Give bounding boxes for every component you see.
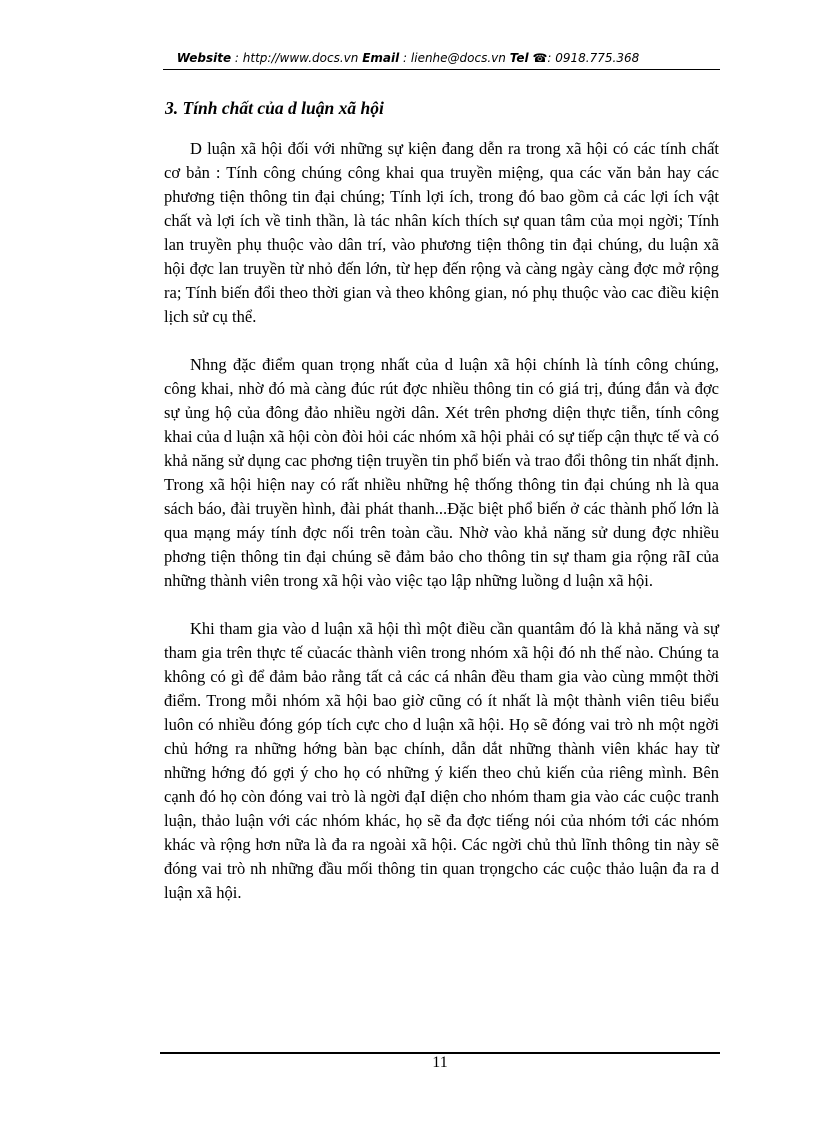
website-link[interactable]: : http://www.docs.vn [234,51,359,65]
document-body [164,137,719,929]
email-label: Email [362,51,400,65]
section-heading: 3. Tính chất của d luận xã hội [165,98,384,118]
email-link[interactable]: : lienhe@docs.vn [403,51,506,65]
page-header [0,51,816,65]
header-divider [163,69,720,70]
paragraph-2: Nhng đặc điểm quan trọng nhất của d luận xã hội chính là tính công chúng, công khai, nhờ đó mà càng đúc rút đợc nhiều thông tin có giá trị, đúng đắn và đợc sự ủng hộ của đông đảo nhiều ngời dân. Xét trên phơng diện thực tiễn, tính công khai của d luận xã hội còn đòi hỏi các nhóm xã hội phải có sự tiếp cận thực tế và có khả năng sử dụng cac phơng tiện truyền tin phổ biến và trao đổi thông tin nhất định. Trong xã hội hiện nay có rất nhiều những hệ thống thông tin đại chúng nh là qua sách báo, đài truyền hình, đài phát thanh...Đặc biệt phổ biến ở các thành phố lớn là qua mạng máy tính đợc nối trên toàn cầu. Nhờ vào khả năng sử dung đợc nhiều phơng tiện thông tin đại chúng sẽ đảm bảo cho thông tin sự tham gia rộng rãI của những thành viên trong xã hội vào việc tạo lập những luồng d luận xã hội. [164,355,719,590]
paragraph-3: Khi tham gia vào d luận xã hội thì một điều cần quantâm đó là khả năng và sự tham gia trên thực tế củacác thành viên trong nhóm xã hội đó nh thế nào. Chúng ta không có gì để đảm bảo rằng tất cả các cá nhân đều tham gia vào cùng mmột thời điểm. Trong mỗi nhóm xã hội bao giờ cũng có ít nhất là một thành viên tiêu biểu luôn có nhiều đóng góp tích cực cho d luận xã hội. Họ sẽ đóng vai trò nh một ngời chủ hớng ra những hớng bàn bạc chính, dẫn dắt những thành viên khác hay từ những hớng đó gợi ý cho họ có những ý kiến theo chủ kiến của riêng mình. Bên cạnh đó họ còn đóng vai trò là ngời đạI diện cho nhóm tham gia vào các cuộc tranh luận, thảo luận với các nhóm khác, họ sẽ đa đợc tiếng nói của nhóm tới các nhóm khác và rộng hơn nữa là đa ra ngoài xã hội. Các ngời chủ thủ lĩnh thông tin này sẽ đóng vai trò nh những đầu mối thông tin quan trọngcho các cuộc thảo luận đa ra d luận xã hội. [164,619,719,902]
tel-value: : 0918.775.368 [547,51,640,65]
phone-icon: ☎ [532,51,548,65]
paragraph-1: D luận xã hội đối với những sự kiện đang dễn ra trong xã hội có các tính chất cơ bản : Tính công chúng công khai qua truyền miệng, qua các văn bản hay các phương tiện thông tin đại chúng; Tính lợi ích, trong đó bao gồm cả các lợi ích vật chất và lợi ích về tinh thần, là tác nhân kích thích sự quan tâm của mọi ngời; Tính lan truyền phụ thuộc vào dân trí, vào phương tiện thông tin đại chúng, du luận xã hội đợc lan truyền từ nhỏ đến lớn, từ hẹp đến rộng và càng ngày càng đợc mở rộng ra; Tính biến đổi theo thời gian và theo không gian, nó phụ thuộc vào cac điều kiện lịch sử cụ thể. [164,139,719,326]
tel-label: Tel [509,51,529,65]
website-label: Website [176,51,232,65]
page-number: 11 [432,1054,448,1071]
